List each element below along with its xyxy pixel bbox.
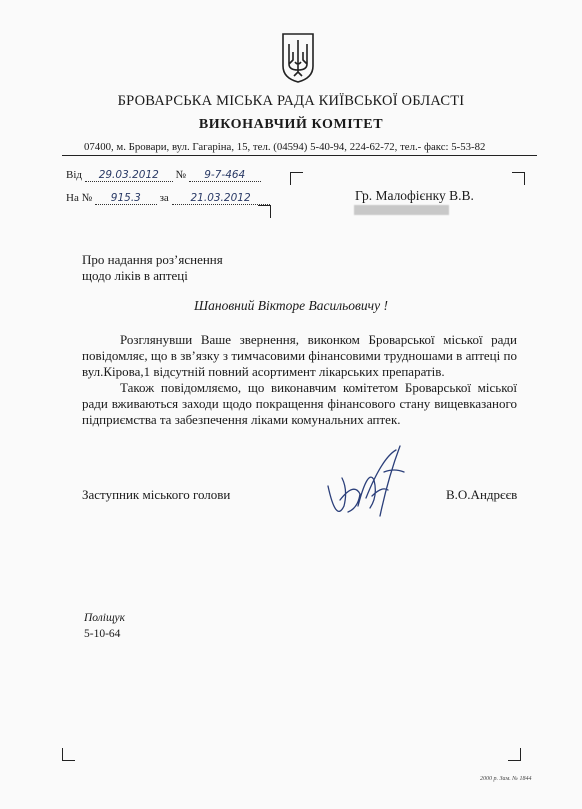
salutation: Шановний Вікторе Васильовичу ! [194,298,388,313]
address-line: 07400, м. Бровари, вул. Гагаріна, 15, тел. (04594) 5-40-94, 224-62-72, тел.- факс: 5-53-82 [84,141,486,153]
page-corner-bottom-left [62,748,75,761]
address-corner-top-left [290,172,303,185]
organization-name: БРОВАРСЬКА МІСЬКА РАДА КИЇВСЬКОЇ ОБЛАСТІ [117,93,465,109]
incoming-date: 21.03.2012 [172,192,270,205]
signer-position: Заступник міського голови [82,487,231,502]
address-corner-top-right [512,172,525,185]
header-rule [62,155,537,156]
signer-name: В.О.Андрєєв [446,487,518,502]
redacted-address [354,205,449,215]
incoming-number-label: На № [66,192,93,204]
incoming-registration [66,192,270,205]
subject-line-2: щодо ліків в аптеці [82,268,188,283]
recipient-name: Гр. Малофієнку В.В. [355,188,474,203]
from-label: Від [66,169,82,181]
coat-of-arms-icon [280,32,316,84]
print-code: 2000 р. Зам. № 1844 [480,776,532,782]
subject-line-1: Про надання роз’яснення [82,252,223,267]
incoming-date-label: за [159,192,169,204]
reg-corner-mark [258,205,271,218]
incoming-number: 915.3 [95,192,157,205]
committee-name: ВИКОНАВЧИЙ КОМІТЕТ [198,117,384,132]
outgoing-number: 9-7-464 [189,169,261,182]
outgoing-registration [66,169,261,182]
paragraph-2: Також повідомляємо, що виконавчим комітетом Броварської міської ради вживаються заходи щодо покращення фінансового стану вищевказаного підприємства та забезпечення ліками комунальних аптек. [82,380,517,427]
executor-phone: 5-10-64 [84,628,121,640]
executor-name: Поліщук [84,612,125,624]
number-label: № [175,169,186,181]
paragraph-1: Розглянувши Ваше звернення, виконком Броварської міської ради повідомляє, що в зв’язку з тимчасовими фінансовими трудношами в аптеці по вул.Кірова,1 відсутній повний асортимент лікарських препаратів. [82,332,517,379]
handwritten-signature [318,438,414,530]
page-corner-bottom-right [508,748,521,761]
outgoing-date: 29.03.2012 [85,169,173,182]
